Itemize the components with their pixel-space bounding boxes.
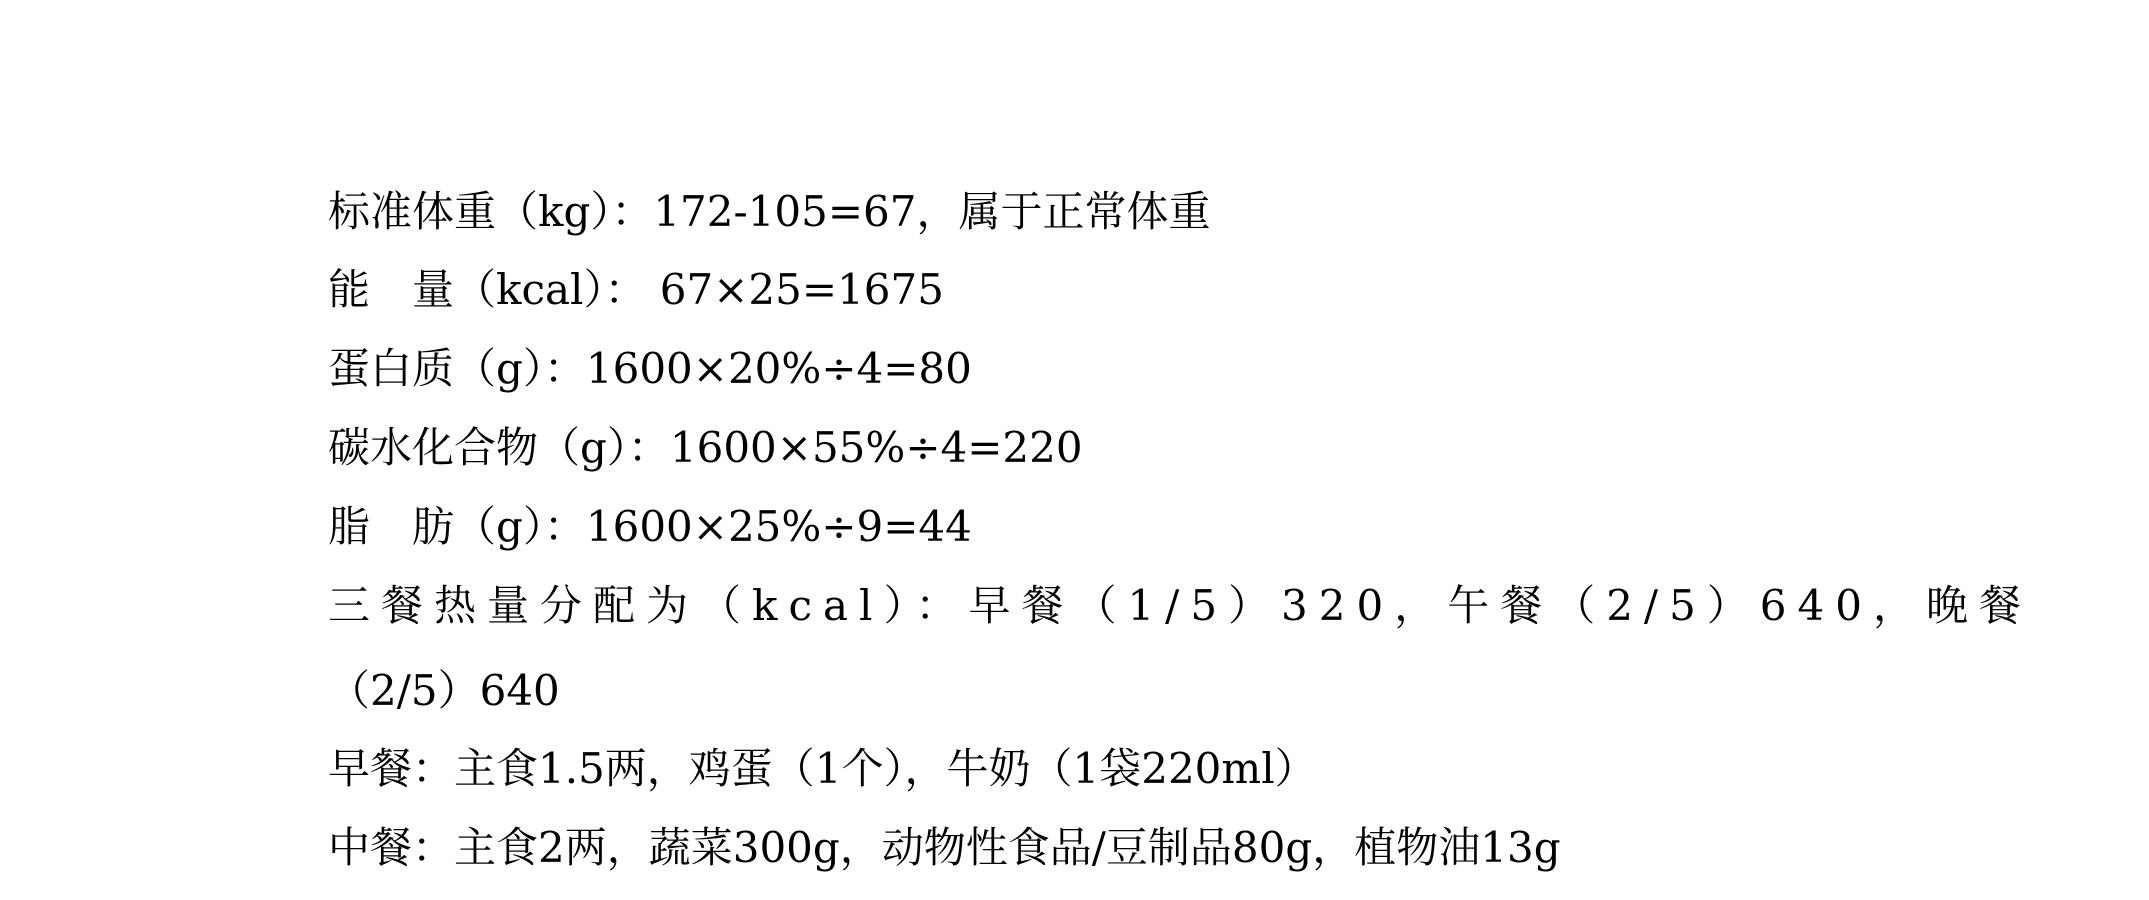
energy-line: 能 量（kcal）： 67×25=1675 <box>328 265 944 314</box>
meal-calorie-distribution-line: 三餐热量分配为（kcal）：早餐（1/5）320，午餐（2/5）640，晚餐 <box>328 581 2032 630</box>
lunch-line: 中餐：主食2两，蔬菜300g，动物性食品/豆制品80g，植物油13g <box>328 823 1561 872</box>
standard-weight-line: 标准体重（kg）：172-105=67，属于正常体重 <box>328 187 1211 236</box>
dinner-calorie-line: （2/5）640 <box>328 666 560 715</box>
protein-line: 蛋白质（g）：1600×20%÷4=80 <box>328 344 972 393</box>
breakfast-line: 早餐：主食1.5两，鸡蛋（1个），牛奶（1袋220ml） <box>328 744 1317 793</box>
fat-line: 脂 肪（g）：1600×25%÷9=44 <box>328 502 972 551</box>
carbohydrate-line: 碳水化合物（g）：1600×55%÷4=220 <box>328 423 1083 472</box>
